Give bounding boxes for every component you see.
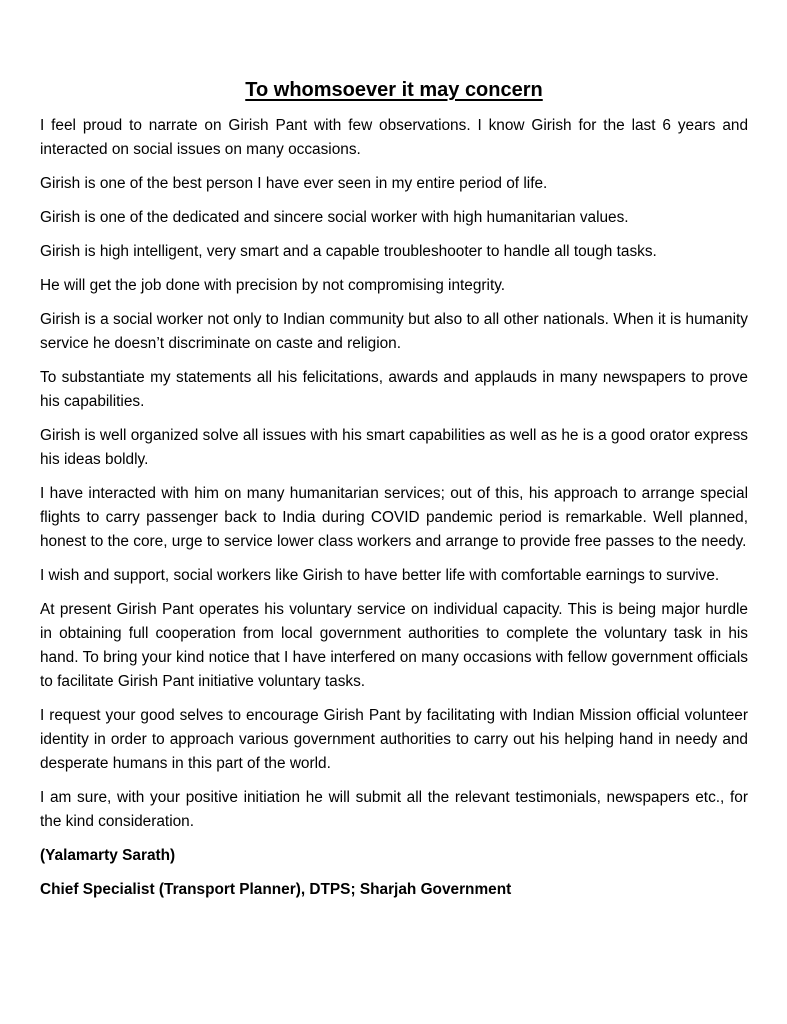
paragraph-request: I request your good selves to encourage Girish Pant by facilitating with Indian Mission official volunteer identity in order to approach various government authorities to carry out his helping hand in needy and desperate humans in this part of the world.: [40, 707, 748, 772]
paragraph-intelligent: Girish is high intelligent, very smart and a capable troubleshooter to handle all tough tasks.: [40, 243, 657, 260]
paragraph-organized: Girish is well organized solve all issues with his smart capabilities as well as he is a good orator express his ideas boldly.: [40, 427, 748, 468]
paragraph-closing: I am sure, with your positive initiation he will submit all the relevant testimonials, newspapers etc., for the kind consideration.: [40, 789, 748, 830]
paragraph-voluntary-service: At present Girish Pant operates his voluntary service on individual capacity. This is being major hurdle in obtaining full cooperation from local government authorities to complete the voluntary task in his hand. To bring your kind notice that I have interfered on many occasions with fellow government officials to facilitate Girish Pant initiative voluntary tasks.: [40, 601, 748, 690]
paragraph-precision: He will get the job done with precision by not compromising integrity.: [40, 277, 506, 294]
paragraph-best-person: Girish is one of the best person I have ever seen in my entire period of life.: [40, 175, 548, 192]
paragraph-humanity: Girish is a social worker not only to Indian community but also to all other nationals. When it is humanity service he doesn’t discriminate on caste and religion.: [40, 311, 748, 352]
signature-title: Chief Specialist (Transport Planner), DTPS; Sharjah Government: [40, 881, 512, 898]
signature-name: (Yalamarty Sarath): [40, 847, 176, 864]
paragraph-substantiate: To substantiate my statements all his felicitations, awards and applauds in many newspapers to prove his capabilities.: [40, 369, 748, 410]
paragraph-covid-flights: I have interacted with him on many humanitarian services; out of this, his approach to arrange special flights to carry passenger back to India during COVID pandemic period is remarkable. Well planned, honest to the core, urge to service lower class workers and arrange to provide free passes to the needy.: [40, 485, 748, 550]
paragraph-dedicated: Girish is one of the dedicated and sincere social worker with high humanitarian values.: [40, 209, 629, 226]
paragraph-support: I wish and support, social workers like Girish to have better life with comfortable earnings to survive.: [40, 567, 720, 584]
letter-page: [40, 76, 748, 912]
letter-title: To whomsoever it may concern: [245, 79, 543, 101]
paragraph-intro: I feel proud to narrate on Girish Pant with few observations. I know Girish for the last 6 years and interacted on social issues on many occasions.: [40, 117, 748, 158]
